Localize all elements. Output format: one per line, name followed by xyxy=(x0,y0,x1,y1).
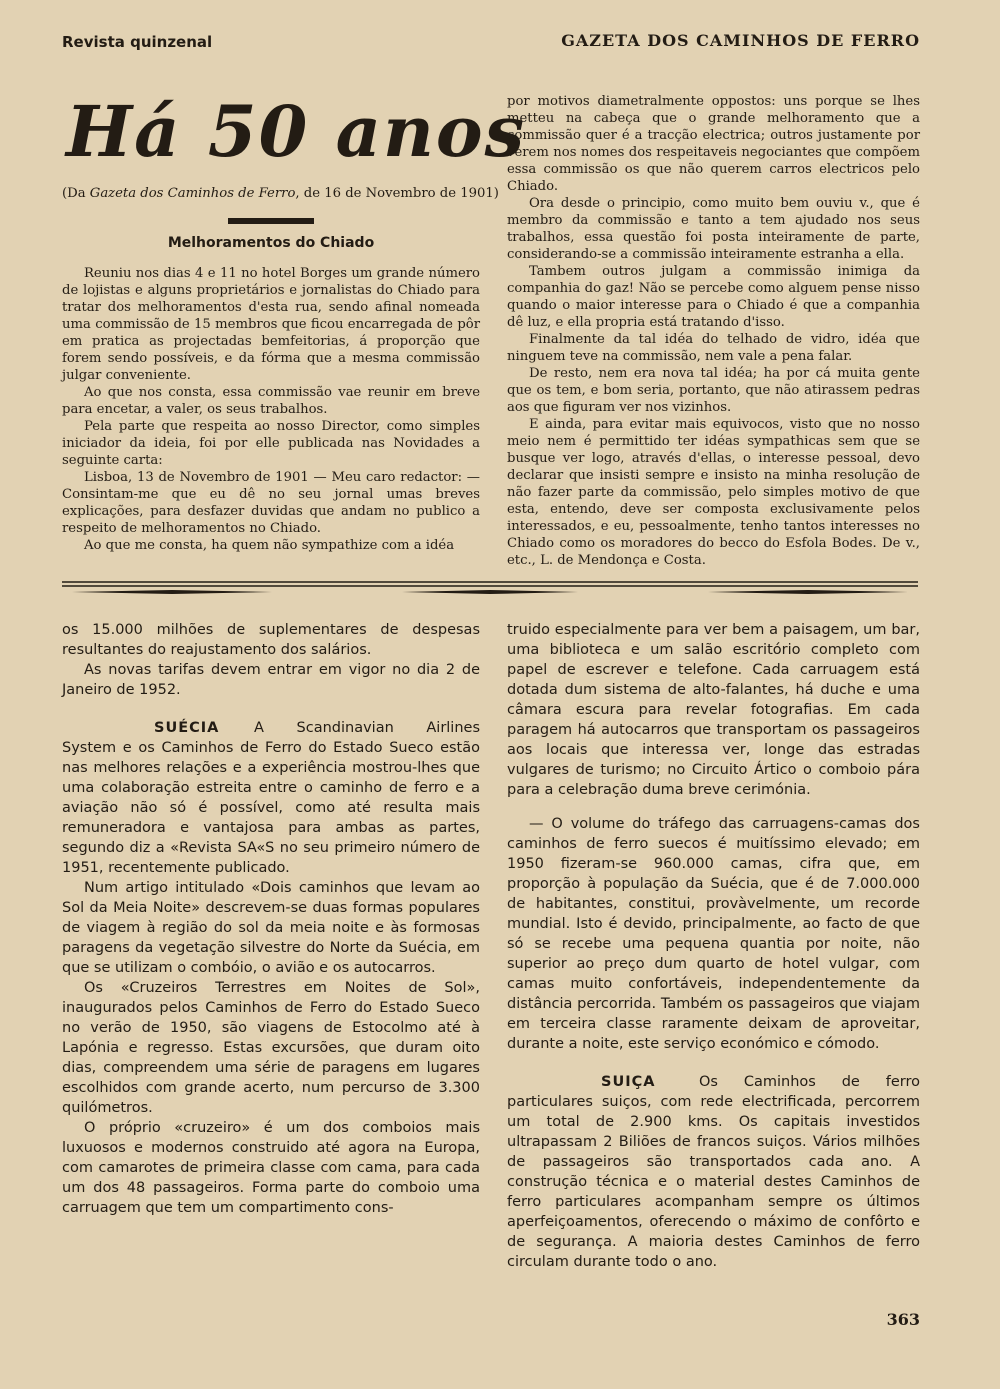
suecia-text: A Scandinavian Airlines System e os Caminhos de Ferro do Estado Sueco estão nas melhores relações e a experiência mostrou-lhes que uma colaboração estreita entre o caminho de ferro e a aviação não só é possível, como até resulta mais remuneradora e vantajosa para ambas as partes, segundo diz a «Revista SA«S no seu primeiro número de 1951, recentemente publicado. xyxy=(62,720,480,876)
paragraph: Ao que nos consta, essa commissão vae reunir em breve para encetar, a valer, os seus trabalhos. xyxy=(62,385,480,417)
article-title: Há 50 anos xyxy=(66,90,526,173)
suica-text: Os Caminhos de ferro particulares suiços, com rede electrificada, percorrem um total de 2.900 kms. Os capitais investidos ultrapassam 2 Biliões de francos suiços. Vários milhões de passageiros são transportados cada ano. A construção técnica e o material destes Caminhos de ferro particulares acompanham sempre os últimos aperfeiçoamentos, oferecendo o máximo de confôrto e de segurança. A maioria destes Caminhos de ferro circulam durante todo o ano. xyxy=(507,1074,920,1270)
bottom-right-column xyxy=(507,620,920,1272)
paragraph: De resto, nem era nova tal idéa; ha por cá muita gente que os tem, e bom seria, portanto, que não atirassem pedras aos que figuram ver nos vizinhos. xyxy=(507,366,920,415)
section-heading-suecia: SUÉCIA xyxy=(154,720,220,736)
paragraph: Pela parte que respeita ao nosso Director, como simples iniciador da ideia, foi por elle publicada nas Novidades a seguinte carta: xyxy=(62,419,480,468)
paragraph: Num artigo intitulado «Dois caminhos que levam ao Sol da Meia Noite» descrevem-se duas formas populares de viagem à região do sol da meia noite e às formosas paragens da vegetação silvestre do Norte da Suécia, em que se utilizam o combóio, o avião e os autocarros. xyxy=(62,880,480,976)
source-publication: Gazeta dos Caminhos de Ferro xyxy=(89,186,296,201)
source-line xyxy=(62,186,499,201)
paragraph: Ao que me consta, ha quem não sympathize com a idéa xyxy=(84,538,455,553)
header-publication-title: GAZETA DOS CAMINHOS DE FERRO xyxy=(561,31,920,50)
paragraph: As novas tarifas devem entrar em vigor no dia 2 de Janeiro de 1952. xyxy=(62,662,480,698)
top-right-column xyxy=(507,93,920,569)
paragraph: — O volume do tráfego das carruagens-camas dos caminhos de ferro suecos é muitíssimo elevado; em 1950 fizeram-se 960.000 camas, cifra que, em proporção à população da Suécia, que é de 7.000.000 de habitantes, constitui, provàvelmente, um recorde mundial. Isto é devido, principalmente, ao facto de que só se recebe uma pequena quantia por noite, não superior ao preço dum quarto de hotel vulgar, com camas muito confortáveis, independentemente da distância percorrida. Também os passageiros que viajam em terceira classe raramente deixam de aproveitar, durante a noite, este serviço económico e cómodo. xyxy=(507,816,920,1052)
paragraph: Lisboa, 13 de Novembro de 1901 — Meu caro redactor: — Consintam-me que eu dê no seu jornal umas breves explicações, para desfazer duvidas que andam no publico a respeito de melhoramentos no Chiado. xyxy=(62,470,480,536)
paragraph: os 15.000 milhões de suplementares de despesas resultantes do reajustamento dos salários. xyxy=(62,622,480,658)
source-prefix: (Da xyxy=(62,186,90,201)
paragraph: Reuniu nos dias 4 e 11 no hotel Borges um grande número de lojistas e alguns proprietários e jornalistas do Chiado para tratar dos melhoramentos d'esta rua, sendo afinal nomeada uma commissão de 15 membros que ficou encarregada de pôr em pratica as projectadas bemfeitorias, á proporção que forem sendo possíveis, e da fórma que a mesma commissão julgar conveniente. xyxy=(62,266,480,383)
header-periodicity: Revista quinzenal xyxy=(62,33,213,51)
paragraph: O próprio «cruzeiro» é um dos comboios mais luxuosos e modernos construido até agora na Europa, com camarotes de primeira classe com cama, para cada um dos 48 passageiros. Forma parte do comboio uma carruagem que tem um compartimento cons- xyxy=(62,1120,480,1216)
title-rule xyxy=(228,218,314,224)
article-subheading: Melhoramentos do Chiado xyxy=(167,235,375,251)
section-divider xyxy=(62,578,918,602)
source-suffix: , de 16 de Novembro de 1901) xyxy=(295,186,499,201)
paragraph: por motivos diametralmente oppostos: uns porque se lhes metteu na cabeça que o grande melhoramento que a commissão quer é a tracção electrica; outros justamente por verem nos nomes dos respeitaveis negociantes que compõem essa commissão os que não querem carros electricos pelo Chiado. xyxy=(507,94,920,194)
suica-intro xyxy=(507,1072,920,1272)
suecia-intro xyxy=(62,718,480,878)
paragraph: Finalmente da tal idéa do telhado de vidro, idéa que ninguem teve na commissão, nem vale a pena falar. xyxy=(507,332,920,364)
paragraph: E ainda, para evitar mais equivocos, visto que no nosso meio nem é permittido ter idéas sympathicas sem que se busque ver logo, através d'ellas, o interesse pessoal, devo declarar que insisti sempre e insisto na minha resolução de não fazer parte da commissão, pelo simples motivo de que esta, entendo, deve ser composta exclusivamente pelos interessados, e eu, pessoalmente, tenho tantos interesses no Chiado como os moradores do becco do Esfola Bodes. De v., etc., L. de Mendonça e Costa. xyxy=(507,417,920,568)
paragraph: Tambem outros julgam a commissão inimiga da companhia do gaz! Não se percebe como alguem pense nisso quando o maior interesse para o Chiado é que a companhia dê luz, e ella propria está tratando d'isso. xyxy=(507,264,920,330)
top-left-column xyxy=(62,265,480,554)
section-heading-suica: SUIÇA xyxy=(601,1074,656,1090)
page-number: 363 xyxy=(886,1310,920,1329)
paragraph: truido especialmente para ver bem a paisagem, um bar, uma biblioteca e um salão escritório completo com papel de escrever e telefone. Cada carruagem está dotada dum sistema de alto-falantes, há duche e uma câmara escura para revelar fotografias. Em cada paragem há autocarros que transportam os passageiros aos locais que interessa ver, longe das estradas vulgares de turismo; no Circuito Ártico o comboio pára para a celebração duma breve cerimónia. xyxy=(507,622,920,798)
paragraph: Os «Cruzeiros Terrestres em Noites de Sol», inaugurados pelos Caminhos de Ferro do Estado Sueco no verão de 1950, são viagens de Estocolmo até à Lapónia e regresso. Estas excursões, que duram oito dias, compreendem uma série de paragens em lugares escolhidos com grande acerto, num percurso de 3.300 quilómetros. xyxy=(62,980,480,1116)
paragraph: Ora desde o principio, como muito bem ouviu v., que é membro da commissão e tanto a tem ajudado nos seus trabalhos, essa questão foi posta inteiramente de parte, considerando-se a commissão inteiramente estranha a ella. xyxy=(507,196,920,262)
bottom-left-column xyxy=(62,620,480,1218)
